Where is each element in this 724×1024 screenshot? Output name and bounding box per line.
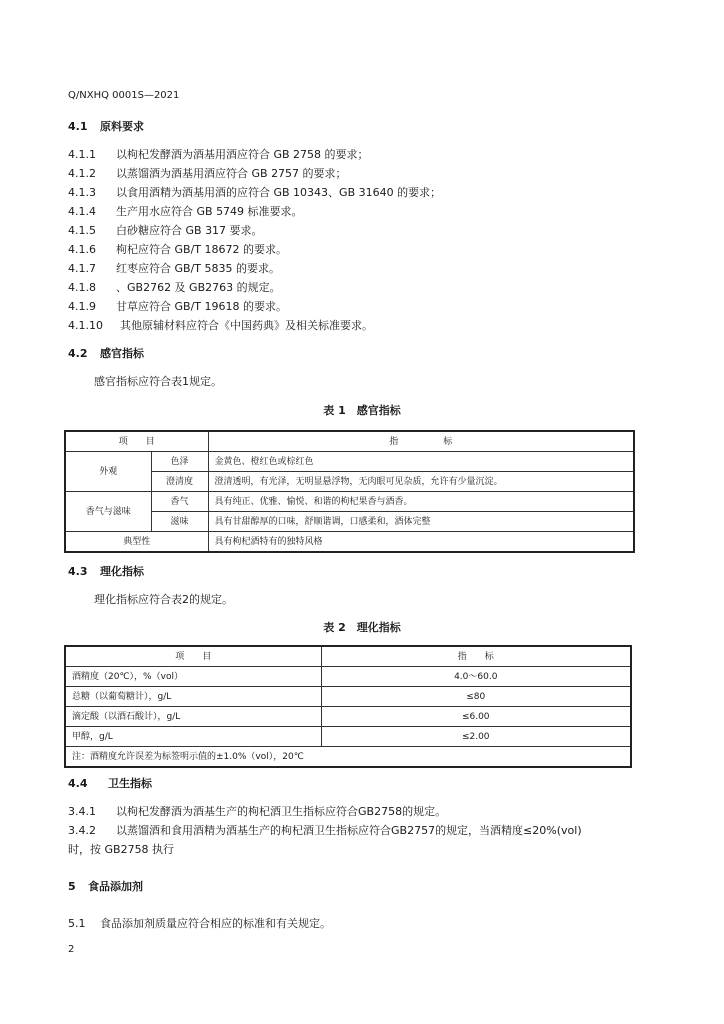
- section-5-heading: [68, 880, 143, 894]
- table-cell: 4.0～60.0: [321, 667, 631, 687]
- list-item: 4.1.2 以蒸馏酒为酒基用酒应符合 GB 2757 的要求；: [68, 167, 347, 180]
- table-header-cell: 指 标: [208, 431, 634, 452]
- section-number: 5: [68, 880, 76, 893]
- table-row: [65, 492, 634, 512]
- table-row: [65, 472, 634, 492]
- section-number: 4.1: [68, 120, 88, 133]
- table-row: [65, 687, 631, 707]
- section-number: 4.2: [68, 347, 88, 360]
- section-number: 4.3: [68, 565, 88, 578]
- list-item: 3.4.2 以蒸馏酒和食用酒精为酒基生产的枸杞酒卫生指标应符合GB2757的规定，当酒精度≤20%(vol): [68, 824, 582, 837]
- table-cell: 具有枸杞酒特有的独特风格: [208, 532, 634, 553]
- document-code: Q/NXHQ 0001S—2021: [68, 90, 180, 101]
- table-cell: 香气: [151, 492, 208, 512]
- table-row: [65, 452, 634, 472]
- list-item: 4.1.10 其他原辅材料应符合《中国药典》及相关标准要求。: [68, 319, 373, 332]
- table-note-row: [65, 747, 631, 768]
- list-item: 3.4.1 以枸杞发酵酒为酒基生产的枸杞酒卫生指标应符合GB2758的规定。: [68, 805, 447, 818]
- table-cell: 具有甘甜醇厚的口味，舒顺谐调，口感柔和，酒体完整: [208, 512, 634, 532]
- table-cell: ≤80: [321, 687, 631, 707]
- table-cell: 香气与滋味: [65, 492, 151, 532]
- section-title: 卫生指标: [108, 777, 152, 790]
- section-title: 食品添加剂: [88, 880, 143, 893]
- list-item: 4.1.9 甘草应符合 GB/T 19618 的要求。: [68, 300, 287, 313]
- physicochemical-table: [64, 645, 632, 768]
- table-cell: 典型性: [65, 532, 208, 553]
- table-row: [65, 512, 634, 532]
- section-title: 原料要求: [100, 120, 144, 133]
- table-cell: 具有纯正、优雅、愉悦、和谐的枸杞果香与酒香。: [208, 492, 634, 512]
- table-1-title: 表 1 感官指标: [323, 404, 401, 417]
- table-cell: ≤6.00: [321, 707, 631, 727]
- section-4-1-heading: [68, 120, 144, 134]
- table-row: [65, 667, 631, 687]
- list-item: 4.1.5 白砂糖应符合 GB 317 要求。: [68, 224, 263, 237]
- table-2-title: 表 2 理化指标: [323, 621, 401, 634]
- list-item: 4.1.4 生产用水应符合 GB 5749 标准要求。: [68, 205, 303, 218]
- table-row: [65, 532, 634, 553]
- table-cell: 滋味: [151, 512, 208, 532]
- paragraph-continuation: 时，按 GB2758 执行: [68, 843, 175, 856]
- list-item: 4.1.7 红枣应符合 GB/T 5835 的要求。: [68, 262, 280, 275]
- table-cell: 澄清透明，有光泽，无明显悬浮物，无肉眼可见杂质，允许有少量沉淀。: [208, 472, 634, 492]
- table-cell: 金黄色、橙红色或棕红色: [208, 452, 634, 472]
- table-header-row: [65, 431, 634, 452]
- table-cell: 总糖（以葡萄糖计），g/L: [65, 687, 321, 707]
- list-item: 4.1.8 、GB2762 及 GB2763 的规定。: [68, 281, 281, 294]
- table-cell: 酒精度（20℃），%（vol）: [65, 667, 321, 687]
- table-cell: 色泽: [151, 452, 208, 472]
- section-4-2-heading: [68, 347, 144, 361]
- list-item: 5.1 食品添加剂质量应符合相应的标准和有关规定。: [68, 917, 331, 930]
- table-row: [65, 707, 631, 727]
- table-header-row: [65, 646, 631, 667]
- list-item: 4.1.6 枸杞应符合 GB/T 18672 的要求。: [68, 243, 287, 256]
- page-number: 2: [68, 944, 75, 955]
- sensory-table: [64, 430, 635, 553]
- table-cell: 甲醇，g/L: [65, 727, 321, 747]
- section-4-4-heading: [68, 777, 152, 791]
- table-cell: 外观: [65, 452, 151, 492]
- section-number: 4.4: [68, 777, 88, 790]
- table-header-cell: 项 目: [65, 431, 208, 452]
- list-item: 4.1.3 以食用酒精为酒基用酒的应符合 GB 10343、GB 31640 的要求；: [68, 186, 442, 199]
- paragraph: 感官指标应符合表1规定。: [94, 375, 222, 388]
- section-4-3-heading: [68, 565, 144, 579]
- table-cell: 澄清度: [151, 472, 208, 492]
- table-cell: 滴定酸（以酒石酸计），g/L: [65, 707, 321, 727]
- table-header-cell: 指 标: [321, 646, 631, 667]
- table-cell: ≤2.00: [321, 727, 631, 747]
- table-row: [65, 727, 631, 747]
- table-note: 注：酒精度允许误差为标签明示值的±1.0%（vol），20℃: [65, 747, 631, 768]
- section-title: 理化指标: [100, 565, 144, 578]
- section-title: 感官指标: [100, 347, 144, 360]
- table-header-cell: 项 目: [65, 646, 321, 667]
- list-item: 4.1.1 以枸杞发酵酒为酒基用酒应符合 GB 2758 的要求；: [68, 148, 369, 161]
- paragraph: 理化指标应符合表2的规定。: [94, 593, 233, 606]
